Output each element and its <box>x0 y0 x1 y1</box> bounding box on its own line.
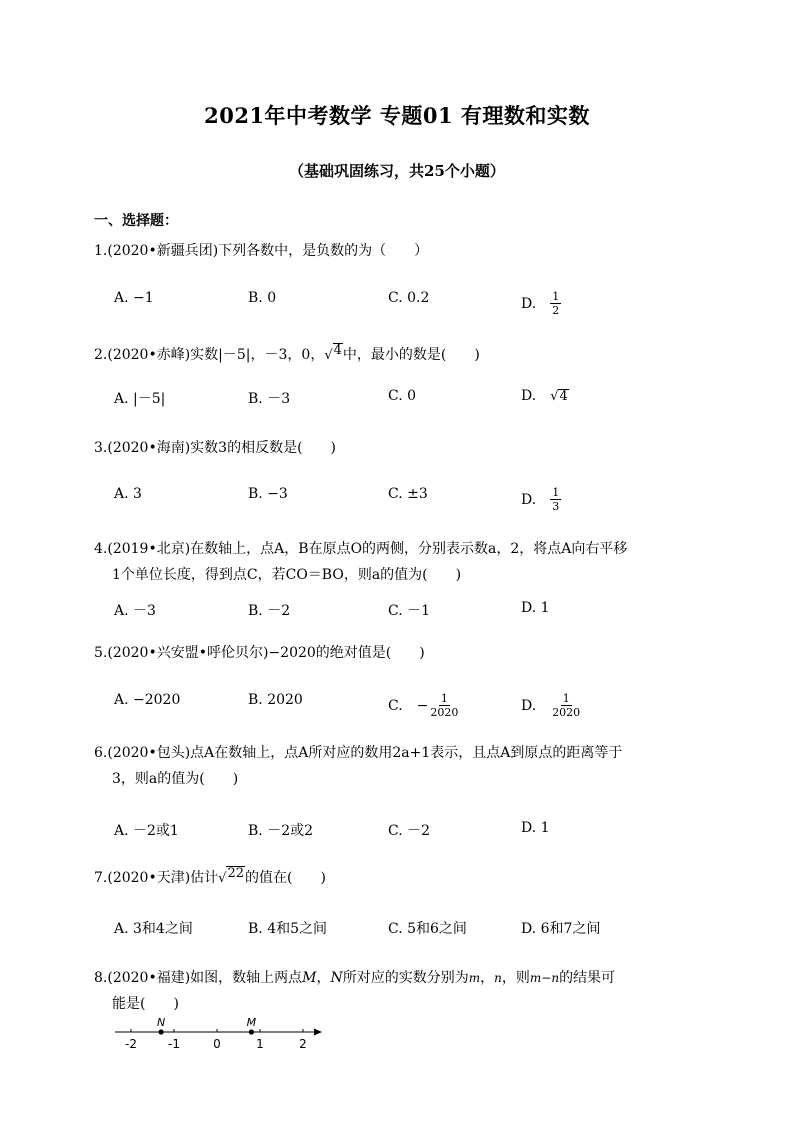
expression-m-minus-n: m−n <box>529 971 560 985</box>
fraction <box>550 486 561 513</box>
sqrt-icon: √ <box>218 871 227 886</box>
option-b: B. 0 <box>248 290 277 306</box>
option-a: A. −1 <box>114 290 154 306</box>
sqrt-expression <box>218 866 245 892</box>
var-n: n <box>494 971 502 985</box>
question-7-stem-after: 的值在( ) <box>245 870 326 886</box>
fraction-numerator: 1 <box>552 290 560 303</box>
page-title: 2021年中考数学 专题01 有理数和实数 <box>204 103 590 128</box>
question-7-stem-before: 7.(2020•天津)估计 <box>94 870 219 886</box>
fraction <box>428 692 460 719</box>
option-c: C. ±3 <box>388 486 428 502</box>
arrow-head-icon <box>314 1029 322 1036</box>
option-a: A. 3和4之间 <box>114 921 193 937</box>
section-heading: 一、选择题： <box>94 213 178 229</box>
question-6-line-1: 6.(2020•包头)点A在数轴上，点A所对应的数用2a+1表示，且点A到原点的距离等于 <box>94 745 623 761</box>
fraction-denominator: 2020 <box>430 706 459 719</box>
question-2-stem-after: 中，最小的数是( ) <box>342 347 480 363</box>
point-m <box>249 1029 254 1034</box>
option-a: A. －2或1 <box>114 823 179 839</box>
question-3-stem: 3.(2020•海南)实数3的相反数是( ) <box>94 440 336 456</box>
option-b: B. －3 <box>248 391 291 407</box>
question-4-stem <box>94 536 708 588</box>
sqrt-icon: √ <box>550 388 559 404</box>
option-d <box>521 692 582 719</box>
tick-label: 1 <box>256 1037 264 1051</box>
point-label: N <box>156 1016 166 1029</box>
number-line-figure <box>110 1012 330 1054</box>
option-d-label: D. <box>521 295 537 312</box>
sqrt-radicand: 4 <box>559 388 568 404</box>
question-8-line-2: 能是( ) <box>112 996 179 1012</box>
option-c: C. －1 <box>388 603 431 619</box>
fraction <box>550 290 561 317</box>
question-4-options <box>114 600 714 630</box>
question-6-stem <box>94 740 708 792</box>
question-3-options <box>114 486 714 516</box>
fraction-numerator: 1 <box>552 486 560 499</box>
point-n-label: N <box>330 970 343 986</box>
option-a: A. －3 <box>114 603 156 619</box>
option-d-label: D. <box>521 697 537 714</box>
option-c: C. 5和6之间 <box>388 921 467 937</box>
question-2-options <box>114 388 714 418</box>
option-c: C. 0 <box>388 388 417 404</box>
option-c: C. －2 <box>388 823 431 839</box>
sqrt-icon: √ <box>324 348 333 363</box>
question-8-part: ， <box>316 970 331 986</box>
question-2-stem-before: 2.(2020•赤峰)实数|－5|，－3，0， <box>94 347 325 363</box>
number-line <box>115 1016 322 1051</box>
option-c: C. 0.2 <box>388 290 430 306</box>
tick-label: -1 <box>168 1037 180 1051</box>
fraction-denominator: 2020 <box>552 706 581 719</box>
question-5-options <box>114 692 714 722</box>
question-7-stem <box>94 865 708 892</box>
fraction <box>550 692 582 719</box>
var-m: m <box>468 971 481 985</box>
point-n <box>159 1029 164 1034</box>
fraction-numerator: 1 <box>440 692 448 705</box>
option-d-label: D. <box>521 388 537 404</box>
point-label: M <box>246 1016 257 1029</box>
option-d: D. 6和7之间 <box>521 921 601 937</box>
option-b: B. 2020 <box>248 692 303 708</box>
option-b: B. －2 <box>248 603 291 619</box>
option-b: B. 4和5之间 <box>248 921 328 937</box>
question-4-line-1: 4.(2019•北京)在数轴上，点A，B在原点O的两侧，分别表示数a，2，将点A向右平移 <box>94 541 628 557</box>
fraction-denominator: 3 <box>552 500 560 513</box>
option-d <box>521 486 561 513</box>
question-6-line-2: 3，则a的值为( ) <box>112 771 239 787</box>
option-a: A. −2020 <box>114 692 181 708</box>
option-c <box>388 692 460 719</box>
option-a: A. |－5| <box>114 391 166 407</box>
question-7-options <box>114 918 714 948</box>
sqrt-radicand: 22 <box>227 866 245 881</box>
fraction-denominator: 2 <box>552 304 560 317</box>
question-8-part: ，则 <box>501 970 530 986</box>
option-b: B. －2或2 <box>248 823 314 839</box>
tick-label: 2 <box>299 1037 307 1051</box>
option-d-label: D. <box>521 491 537 508</box>
sqrt-expression <box>324 343 343 369</box>
question-8-part: ， <box>480 970 495 986</box>
option-d: D. 1 <box>521 820 550 836</box>
option-b: B. −3 <box>248 486 288 502</box>
option-c-label: C. <box>388 697 403 714</box>
question-1-stem: 1.(2020•新疆兵团)下列各数中，是负数的为（ ） <box>94 243 429 259</box>
option-d: D. 1 <box>521 600 550 616</box>
sqrt-radicand: 4 <box>333 343 342 358</box>
sqrt-expression <box>550 389 569 404</box>
point-m-label: M <box>302 970 317 986</box>
tick-label: 0 <box>213 1037 221 1051</box>
question-8-part: 8.(2020•福建)如图，数轴上两点 <box>94 970 303 986</box>
question-4-line-2: 1个单位长度，得到点C，若CO＝BO，则a的值为( ) <box>112 567 462 583</box>
option-a: A. 3 <box>114 486 142 502</box>
question-2-stem <box>94 342 708 369</box>
option-d <box>521 388 569 404</box>
question-5-stem: 5.(2020•兴安盟•呼伦贝尔)−2020的绝对值是( ) <box>94 645 425 661</box>
question-8-part: 的结果可 <box>559 970 616 986</box>
page-subtitle: （基础巩固练习，共25个小题） <box>289 162 505 180</box>
minus-sign: − <box>416 697 429 714</box>
question-6-options <box>114 820 714 850</box>
fraction-numerator: 1 <box>562 692 570 705</box>
question-8-part: 所对应的实数分别为 <box>342 970 469 986</box>
tick-label: -2 <box>125 1037 137 1051</box>
question-8-stem <box>94 965 708 1017</box>
option-d <box>521 290 561 317</box>
question-1-options <box>114 290 714 320</box>
